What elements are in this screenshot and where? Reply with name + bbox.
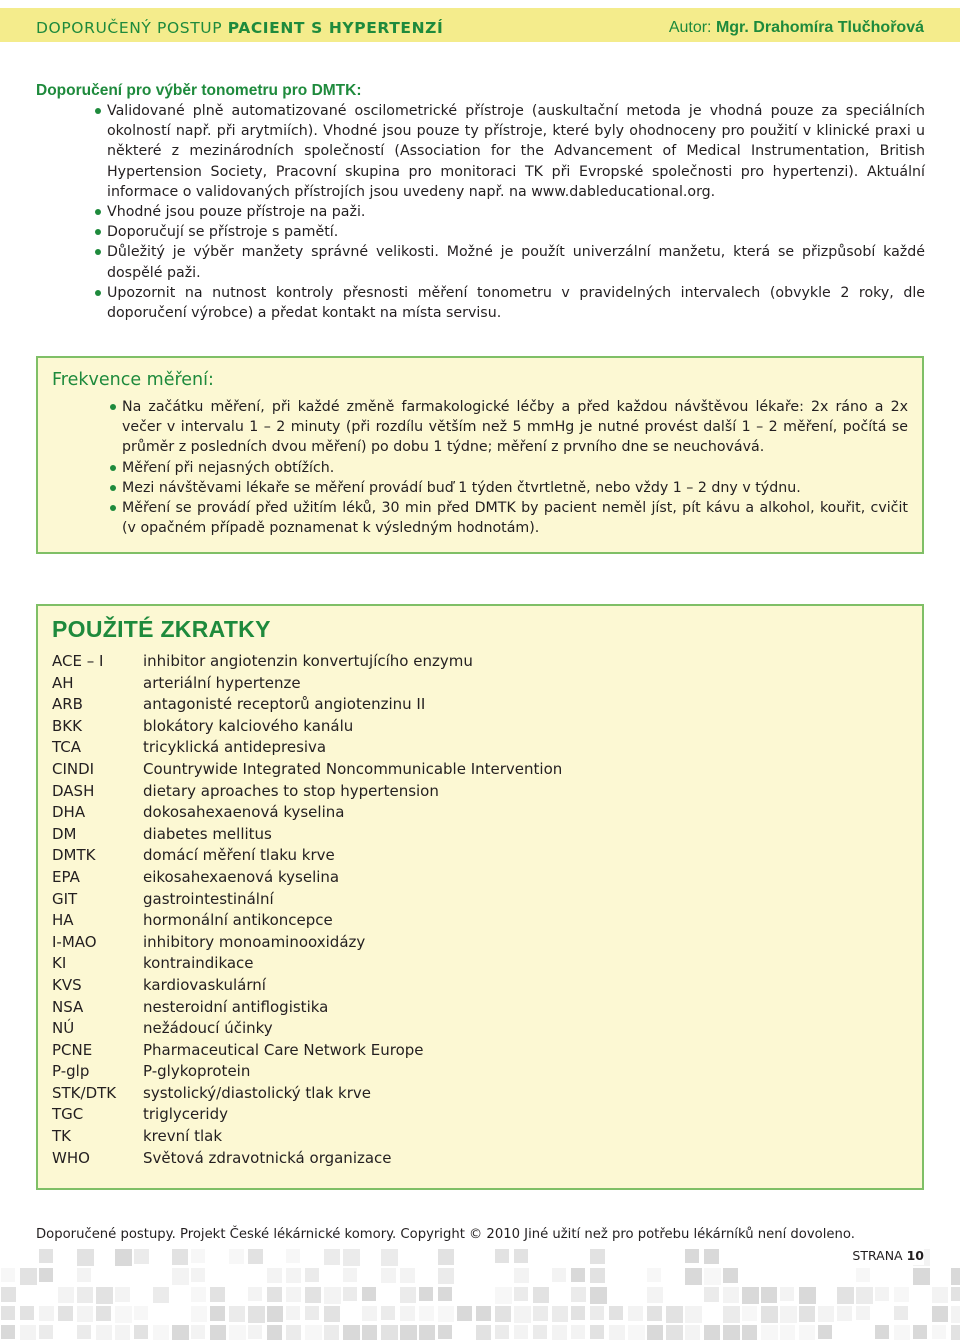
abbreviation: AH: [52, 673, 74, 692]
abbreviation-meaning: diabetes mellitus: [143, 824, 272, 843]
mosaic-tile: [77, 1306, 93, 1322]
abbreviation-meaning: Countrywide Integrated Noncommunicable Intervention: [143, 759, 563, 778]
abbreviation: P-glp: [52, 1062, 90, 1081]
mosaic-tile: [77, 1325, 91, 1339]
mosaic-tile: [552, 1268, 566, 1282]
mosaic-tile: [590, 1249, 605, 1264]
abbreviation: HA: [52, 911, 74, 930]
abbreviation-meaning: arteriální hypertenze: [143, 673, 301, 692]
abbreviation-meaning: kontraindikace: [143, 954, 254, 973]
mosaic-tile: [305, 1268, 319, 1282]
mosaic-tile: [590, 1268, 605, 1283]
mosaic-tile: [324, 1287, 341, 1304]
mosaic-tile: [723, 1287, 739, 1303]
mosaic-tile: [248, 1287, 262, 1301]
mosaic-tile: [343, 1287, 357, 1301]
abbreviation-row: [52, 867, 562, 889]
mosaic-tile: [115, 1287, 130, 1302]
abbreviation: ACE – I: [52, 652, 104, 670]
mosaic-tile: [286, 1268, 301, 1283]
mosaic-tile: [761, 1306, 778, 1323]
mosaic-tile: [400, 1325, 417, 1340]
title-main: PACIENT S HYPERTENZÍ: [227, 19, 444, 37]
author-name: Mgr. Drahomíra Tlučhořová: [715, 19, 924, 36]
mosaic-tile: [533, 1287, 549, 1303]
mosaic-tile: [343, 1249, 360, 1266]
abbreviation: CINDI: [52, 759, 95, 778]
mosaic-tile: [647, 1325, 663, 1340]
mosaic-tile: [419, 1287, 433, 1301]
mosaic-tile: [875, 1325, 889, 1339]
abbreviation-meaning: gastrointestinální: [143, 889, 274, 908]
mosaic-tile: [628, 1306, 643, 1321]
abbreviation-row: [52, 781, 562, 803]
mosaic-tile: [856, 1268, 870, 1282]
abbreviation: TCA: [52, 738, 82, 757]
mosaic-tile: [381, 1249, 398, 1266]
abbreviation-meaning: blokátory kalciového kanálu: [143, 716, 354, 735]
footer-copyright: Doporučené postupy. Projekt České lékárnické komory. Copyright © 2010 Jiné užití než pro potřebu lékárníků není dovoleno.: [36, 1227, 855, 1242]
mosaic-tile: [210, 1306, 225, 1321]
abbreviation-row: [52, 737, 562, 759]
mosaic-tile: [932, 1287, 948, 1303]
mosaic-tile: [704, 1249, 719, 1264]
abbreviation-meaning: eikosahexaenová kyselina: [143, 867, 340, 886]
mosaic-tile: [647, 1287, 663, 1303]
mosaic-tile: [267, 1306, 283, 1322]
abbreviation-meaning: hormonální antikoncepce: [143, 911, 333, 930]
abbreviation: BKK: [52, 716, 82, 735]
mosaic-tile: [96, 1325, 112, 1340]
abbreviation-meaning: kardiovaskulární: [143, 975, 266, 994]
mosaic-tile: [134, 1325, 148, 1339]
abbreviation: GIT: [52, 889, 78, 908]
abbreviation-row: [52, 824, 562, 846]
mosaic-tile: [267, 1287, 282, 1302]
mosaic-tile: [343, 1325, 360, 1340]
mosaic-tile: [248, 1325, 262, 1339]
mosaic-tile: [39, 1249, 53, 1263]
mosaic-tile: [894, 1306, 908, 1320]
list-item: Měření se provádí před užitím léků, 30 min před DMTK by pacient neměl jíst, pít kávu a alkohol, kouřit, cvičit (v opačném případě poznamenat k výsledným hodnotám).: [122, 498, 908, 538]
abbreviation: ARB: [52, 695, 83, 714]
mosaic-tile: [305, 1325, 322, 1340]
mosaic-tile: [381, 1325, 398, 1340]
mosaic-tile: [134, 1306, 148, 1320]
mosaic-tile: [229, 1325, 246, 1340]
mosaic-tile: [495, 1249, 509, 1263]
mosaic-tile: [1, 1287, 16, 1302]
mosaic-tile: [153, 1287, 169, 1303]
abbreviations-table: [52, 651, 562, 1169]
mosaic-tile: [229, 1306, 245, 1322]
mosaic-tile: [742, 1287, 759, 1304]
mosaic-tile: [780, 1287, 794, 1301]
mosaic-tile: [438, 1268, 454, 1284]
mosaic-tile: [172, 1249, 188, 1265]
mosaic-tile: [438, 1306, 454, 1322]
mosaic-tile: [799, 1306, 815, 1322]
mosaic-tile: [913, 1268, 930, 1285]
mosaic-tile: [552, 1306, 568, 1322]
abbreviation: TGC: [52, 1105, 84, 1124]
author-line: [669, 19, 924, 37]
mosaic-tile: [134, 1249, 149, 1264]
mosaic-tile: [172, 1268, 189, 1285]
frequency-list: [122, 397, 908, 538]
abbreviation: KVS: [52, 975, 82, 994]
mosaic-tile: [191, 1249, 205, 1263]
mosaic-tile: [153, 1325, 169, 1340]
mosaic-tile: [20, 1325, 36, 1340]
mosaic-tile: [742, 1306, 757, 1321]
list-item: Vhodné jsou pouze přístroje na paži.: [107, 202, 925, 222]
page-number-label: [842, 1246, 924, 1265]
abbreviations-heading: POUŽITÉ ZKRATKY: [52, 616, 271, 642]
mosaic-tile: [780, 1325, 795, 1340]
mosaic-tile: [286, 1249, 300, 1263]
mosaic-tile: [400, 1306, 415, 1321]
mosaic-tile: [115, 1249, 132, 1266]
mosaic-tile: [533, 1325, 547, 1339]
abbreviation-row: [52, 910, 562, 932]
mosaic-tile: [704, 1325, 720, 1340]
mosaic-tile: [951, 1268, 960, 1285]
mosaic-tile: [685, 1249, 699, 1263]
abbreviation-meaning: Světová zdravotnická organizace: [143, 1148, 392, 1167]
mosaic-tile: [286, 1306, 300, 1320]
mosaic-tile: [571, 1325, 585, 1339]
mosaic-tile: [77, 1249, 94, 1266]
abbreviation: KI: [52, 954, 67, 973]
abbreviation: DM: [52, 824, 77, 843]
mosaic-tile: [647, 1306, 662, 1321]
abbreviation: EPA: [52, 867, 80, 886]
abbreviation-meaning: dokosahexaenová kyselina: [143, 803, 345, 822]
abbreviation-row: [52, 953, 562, 975]
mosaic-tile: [381, 1306, 395, 1320]
abbreviation: STK/DTK: [52, 1083, 117, 1102]
mosaic-tile: [856, 1287, 873, 1304]
mosaic-tile: [39, 1306, 54, 1321]
mosaic-tile: [533, 1306, 548, 1321]
document-title: [36, 19, 443, 37]
abbreviation-row: [52, 975, 562, 997]
mosaic-tile: [267, 1325, 282, 1340]
mosaic-tile: [305, 1287, 321, 1303]
mosaic-tile: [362, 1306, 377, 1321]
mosaic-tile: [723, 1306, 740, 1323]
list-item: Důležitý je výběr manžety správné velikosti. Možné je použít univerzální manžetu, která se přizpůsobí každé dospělé paži.: [107, 242, 925, 282]
mosaic-tile: [951, 1287, 960, 1301]
mosaic-tile: [932, 1306, 948, 1322]
mosaic-tile: [837, 1287, 854, 1304]
abbreviation: NSA: [52, 997, 84, 1016]
abbreviation-row: [52, 1126, 562, 1148]
mosaic-tile: [267, 1268, 282, 1283]
mosaic-tile: [514, 1287, 528, 1301]
mosaic-tile: [324, 1306, 340, 1322]
page-label-text: STRANA: [852, 1248, 907, 1263]
mosaic-tile: [324, 1249, 340, 1265]
mosaic-tile: [172, 1325, 189, 1340]
mosaic-tile: [96, 1287, 113, 1304]
mosaic-tile: [552, 1325, 567, 1340]
mosaic-tile: [1, 1325, 15, 1339]
mosaic-tile: [115, 1306, 132, 1323]
abbreviation: I-MAO: [52, 932, 97, 951]
mosaic-tile: [913, 1325, 927, 1339]
abbreviation-row: [52, 1018, 562, 1040]
mosaic-tile: [571, 1268, 585, 1282]
mosaic-tile: [590, 1325, 604, 1339]
mosaic-tile: [191, 1325, 205, 1339]
page-number: 10: [906, 1248, 924, 1263]
mosaic-tile: [305, 1306, 319, 1320]
mosaic-tile: [495, 1306, 511, 1322]
tonometer-list: [107, 101, 925, 323]
mosaic-tile: [248, 1306, 265, 1323]
title-prefix: DOPORUČENÝ POSTUP: [36, 19, 228, 37]
mosaic-tile: [856, 1306, 870, 1320]
abbreviation-row: [52, 673, 562, 695]
mosaic-tile: [438, 1249, 454, 1265]
abbreviation-row: [52, 1040, 562, 1062]
decorative-mosaic-pattern: [0, 1247, 960, 1340]
list-item: Na začátku měření, při každé změně farmakologické léčby a před každou návštěvou lékaře: 2x ráno a 2x večer v intervalu 1 – 2 minuty (při rozdílu větším než 5 mmHg je nutné provést další 1 – 2 měření, počítá se průměr z posledních dvou měření) po dobu 1 týdne; měření z prvního dne se neuchovává.: [122, 397, 908, 458]
mosaic-tile: [894, 1325, 910, 1340]
abbreviation-row: [52, 1083, 562, 1105]
abbreviation: PCNE: [52, 1040, 93, 1059]
list-item: Validované plně automatizované oscilometrické přístroje (auskultační metoda je vhodná pouze za speciálních okolností např. při arytmiích). Vhodné jsou pouze ty přístroje, které byly ohodnoceny pro použití v klinické praxi u některé z mezinárodních společností (Association for the Advancement of Medical Instrumentation, British Hypertension Society, Pracovní skupina pro monitoraci TK při Evropské společnosti pro hypertenzi). Aktuální informace o validovaných přístrojích jsou uvedeny např. na www.dableducational.org.: [107, 101, 925, 202]
abbreviation-row: [52, 932, 562, 954]
mosaic-tile: [343, 1268, 357, 1282]
mosaic-tile: [58, 1306, 73, 1321]
mosaic-tile: [704, 1287, 719, 1302]
abbreviation: WHO: [52, 1148, 90, 1167]
mosaic-tile: [723, 1268, 738, 1283]
mosaic-tile: [1, 1306, 15, 1320]
abbreviation-meaning: inhibitory monoaminooxidázy: [143, 932, 366, 951]
abbreviation-row: [52, 651, 562, 673]
tonometer-heading: Doporučení pro výběr tonometru pro DMTK:: [36, 82, 362, 99]
mosaic-tile: [514, 1306, 531, 1323]
mosaic-tile: [951, 1325, 960, 1340]
mosaic-tile: [875, 1287, 889, 1301]
mosaic-tile: [723, 1325, 740, 1340]
abbreviation-row: [52, 1148, 562, 1170]
abbreviation-meaning: tricyklická antidepresiva: [143, 738, 327, 757]
mosaic-tile: [799, 1287, 816, 1304]
mosaic-tile: [495, 1325, 509, 1339]
abbreviation: DMTK: [52, 846, 96, 865]
mosaic-tile: [210, 1325, 226, 1340]
mosaic-tile: [400, 1287, 416, 1303]
mosaic-tile: [761, 1325, 778, 1340]
mosaic-tile: [248, 1249, 263, 1264]
mosaic-tile: [704, 1268, 721, 1285]
mosaic-tile: [761, 1287, 777, 1303]
mosaic-tile: [742, 1325, 757, 1340]
abbreviation-row: [52, 716, 562, 738]
mosaic-tile: [39, 1325, 53, 1339]
abbreviation-row: [52, 997, 562, 1019]
abbreviation-meaning: nesteroidní antiflogistika: [143, 997, 329, 1016]
mosaic-tile: [894, 1287, 909, 1302]
mosaic-tile: [210, 1287, 225, 1302]
list-item: Mezi návštěvami lékaře se měření provádí buď 1 týden čtvrtletně, nebo vždy 1 – 2 dny v týdnu.: [122, 478, 908, 498]
mosaic-tile: [286, 1287, 301, 1302]
mosaic-tile: [77, 1287, 93, 1303]
abbreviation-meaning: inhibitor angiotenzin konvertujícího enzymu: [143, 652, 473, 670]
mosaic-tile: [628, 1325, 645, 1340]
mosaic-tile: [571, 1306, 585, 1320]
abbreviation-meaning: krevní tlak: [143, 1127, 222, 1146]
mosaic-tile: [381, 1268, 396, 1283]
mosaic-tile: [419, 1306, 434, 1321]
mosaic-tile: [58, 1287, 74, 1303]
mosaic-tile: [476, 1306, 491, 1321]
list-item: Upozornit na nutnost kontroly přesnosti měření tonometru v pravidelných intervalech (obvykle 2 roky, dle doporučení výrobce) a předat kontakt na místa servisu.: [107, 283, 925, 323]
mosaic-tile: [229, 1249, 244, 1264]
mosaic-tile: [96, 1306, 111, 1321]
abbreviation-meaning: antagonisté receptorů angiotenzinu II: [143, 695, 426, 714]
abbreviation: TK: [52, 1127, 71, 1146]
mosaic-tile: [951, 1306, 960, 1323]
mosaic-tile: [514, 1249, 528, 1263]
mosaic-tile: [457, 1306, 472, 1321]
abbreviation-meaning: P-glykoprotein: [143, 1062, 251, 1081]
mosaic-tile: [495, 1287, 512, 1304]
mosaic-tile: [77, 1268, 91, 1282]
abbreviation: DASH: [52, 781, 95, 800]
mosaic-tile: [799, 1325, 815, 1340]
mosaic-tile: [476, 1325, 491, 1340]
mosaic-tile: [780, 1306, 797, 1323]
abbreviation-meaning: systolický/diastolický tlak krve: [143, 1083, 372, 1102]
abbreviation-meaning: dietary aproaches to stop hypertension: [143, 781, 439, 800]
mosaic-tile: [191, 1306, 207, 1322]
mosaic-tile: [818, 1306, 834, 1322]
mosaic-tile: [932, 1325, 946, 1339]
abbreviation-meaning: nežádoucí účinky: [143, 1019, 273, 1038]
mosaic-tile: [571, 1287, 586, 1302]
mosaic-tile: [837, 1306, 852, 1321]
mosaic-tile: [324, 1325, 339, 1340]
abbreviation-row: [52, 889, 562, 911]
mosaic-tile: [362, 1325, 377, 1340]
mosaic-tile: [514, 1268, 529, 1283]
mosaic-tile: [438, 1325, 452, 1339]
author-prefix: Autor:: [668, 19, 716, 36]
abbreviation: DHA: [52, 803, 86, 822]
list-item: Měření při nejasných obtížích.: [122, 458, 908, 478]
mosaic-tile: [362, 1287, 376, 1301]
mosaic-tile: [647, 1268, 661, 1282]
mosaic-tile: [438, 1287, 452, 1301]
abbreviation-row: [52, 759, 562, 781]
mosaic-tile: [191, 1268, 205, 1282]
mosaic-tile: [666, 1306, 683, 1323]
mosaic-tile: [514, 1325, 528, 1339]
abbreviation-meaning: domácí měření tlaku krve: [143, 846, 335, 865]
mosaic-tile: [191, 1287, 206, 1302]
abbreviation-meaning: Pharmaceutical Care Network Europe: [143, 1040, 424, 1059]
mosaic-tile: [20, 1306, 34, 1320]
mosaic-tile: [590, 1306, 604, 1320]
abbreviation-row: [52, 845, 562, 867]
mosaic-tile: [685, 1325, 700, 1340]
mosaic-tile: [400, 1268, 415, 1283]
mosaic-tile: [20, 1268, 37, 1285]
mosaic-tile: [286, 1325, 301, 1340]
abbreviation-row: [52, 802, 562, 824]
mosaic-tile: [115, 1325, 130, 1340]
abbreviation-row: [52, 1104, 562, 1126]
mosaic-tile: [419, 1325, 435, 1340]
mosaic-tile: [818, 1325, 832, 1339]
abbreviation: NÚ: [52, 1019, 75, 1038]
frequency-heading: Frekvence měření:: [52, 370, 214, 390]
mosaic-tile: [609, 1325, 625, 1340]
abbreviation-row: [52, 694, 562, 716]
list-item: Doporučují se přístroje s pamětí.: [107, 222, 925, 242]
abbreviation-row: [52, 1061, 562, 1083]
mosaic-tile: [39, 1268, 53, 1282]
abbreviation-meaning: triglyceridy: [143, 1105, 228, 1124]
mosaic-tile: [590, 1287, 607, 1304]
mosaic-tile: [609, 1306, 623, 1320]
mosaic-tile: [666, 1325, 683, 1340]
mosaic-tile: [685, 1268, 702, 1285]
mosaic-tile: [1, 1268, 15, 1282]
mosaic-tile: [685, 1306, 702, 1323]
